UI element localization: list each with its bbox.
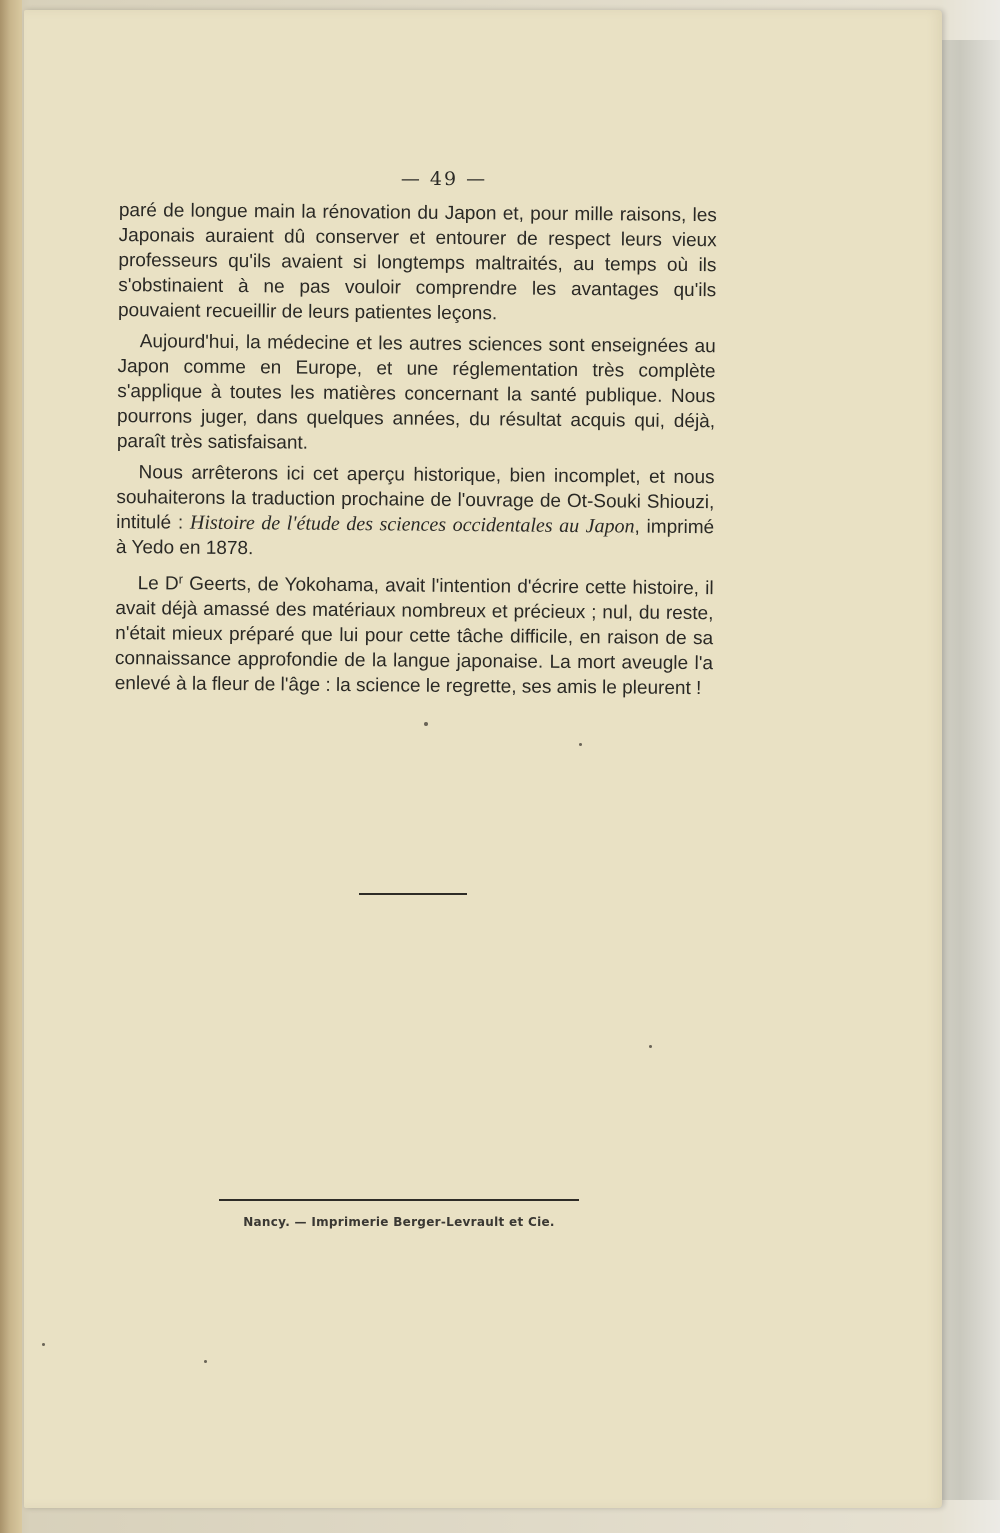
page-number: — 49 — <box>400 168 488 190</box>
paragraph-1: paré de longue main la rénovation du Japon et, pour mille raisons, les Japonais auraient dû conserver et entourer de respect leurs vieux professeurs qu'ils avaient si longtemps maltraités, au temps où ils s'obstinaient à ne pas vouloir comprendre les avantages qu'ils pouvaient recueillir de leurs patientes leçons. <box>117 199 717 325</box>
end-rule <box>359 893 467 895</box>
paper-speck <box>42 1343 45 1346</box>
document-page <box>24 10 942 1508</box>
paragraph-4 <box>115 566 714 701</box>
paper-speck <box>204 1360 207 1363</box>
body-text <box>115 198 717 707</box>
paragraph-3-lead: Nous arrêterons ici cet aperçu historique, bien incomplet, et nous souhaiterons la traduction prochaine de l'ouvrage de Ot-Souki Shiouzi, intitulé : <box>116 462 715 534</box>
facing-page-edge <box>0 0 22 1533</box>
printer-imprint: Nancy. — Imprimerie Berger-Levrault et Cie. <box>243 1215 555 1229</box>
paragraph-4-lead: Le D <box>137 573 179 595</box>
footer-rule <box>219 1199 579 1201</box>
paragraph-2: Aujourd'hui, la médecine et les autres sciences sont enseignées au Japon comme en Europe, et une réglementation très complète s'applique à toutes les matières concernant la santé publique. Nous pourrons juger, dans quelques années, du résultat acquis qui, déjà, paraît très satisfaisant. <box>116 331 716 454</box>
doctor-superscript: r <box>178 571 184 587</box>
paper-speck <box>424 722 428 726</box>
paragraph-3 <box>116 460 715 565</box>
book-title: Histoire de l'étude des sciences occidentales au Japon <box>189 511 635 538</box>
paragraph-4-rest: Geerts, de Yokohama, avait l'intention d'écrire cette histoire, il avait déjà amassé des matériaux nombreux et précieux ; nul, du reste, n'était mieux préparé que lui pour cette tâche difficile, en raison de sa connaissance approfondie de la langue japonaise. La mort aveugle l'a enlevé à la fleur de l'âge : la science le regrette, ses amis le pleurent ! <box>114 573 714 700</box>
paper-speck <box>579 743 582 746</box>
paragraph-3-tail: , imprimé à Yedo en 1878. <box>115 516 715 560</box>
paper-speck <box>649 1045 652 1048</box>
